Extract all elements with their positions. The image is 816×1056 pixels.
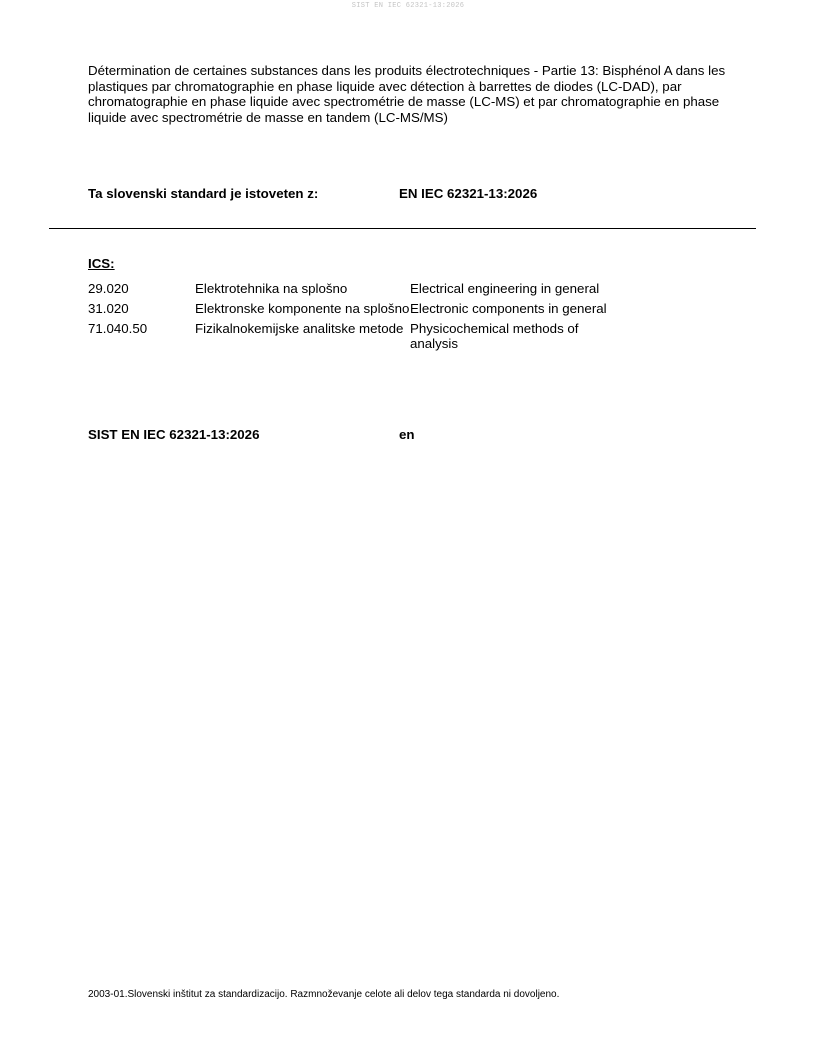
ics-heading: ICS: (88, 256, 115, 271)
ics-description-en: Electronic components in general (410, 301, 607, 316)
ics-code: 29.020 (88, 281, 129, 296)
document-title: Détermination de certaines substances dans les produits électrotechniques - Partie 13: Bisphénol A dans les plastiques par chromatographie en phase liquide avec détection à barrettes de diodes (LC-DAD), par chromatographie en phase liquide avec spectrométrie de masse (LC-MS) et par chromatographie en phase liquide avec spectrométrie de masse en tandem (LC-MS/MS) (88, 63, 726, 125)
ics-row (88, 281, 625, 296)
ics-row (88, 321, 625, 351)
equivalence-label: Ta slovenski standard je istoveten z: (88, 186, 319, 201)
ics-row (88, 301, 625, 316)
ics-description-en: Electrical engineering in general (410, 281, 600, 296)
copyright-notice: 2003-01.Slovenski inštitut za standardizacijo. Razmnoževanje celote ali delov tega standarda ni dovoljeno. (88, 989, 560, 1000)
ics-description-sl: Elektronske komponente na splošno (195, 301, 410, 316)
horizontal-divider (49, 228, 756, 229)
ics-code: 71.040.50 (88, 321, 148, 336)
language-code: en (399, 427, 415, 442)
equivalence-value: EN IEC 62321-13:2026 (399, 186, 538, 201)
watermark: SIST EN IEC 62321-13:2026 (351, 2, 465, 10)
ics-table (88, 281, 625, 356)
ics-description-sl: Elektrotehnika na splošno (195, 281, 348, 296)
ics-description-en: Physicochemical methods of analysis (410, 321, 579, 351)
ics-description-sl: Fizikalnokemijske analitske metode (195, 321, 404, 336)
ics-code: 31.020 (88, 301, 129, 316)
standard-id: SIST EN IEC 62321-13:2026 (88, 427, 260, 442)
